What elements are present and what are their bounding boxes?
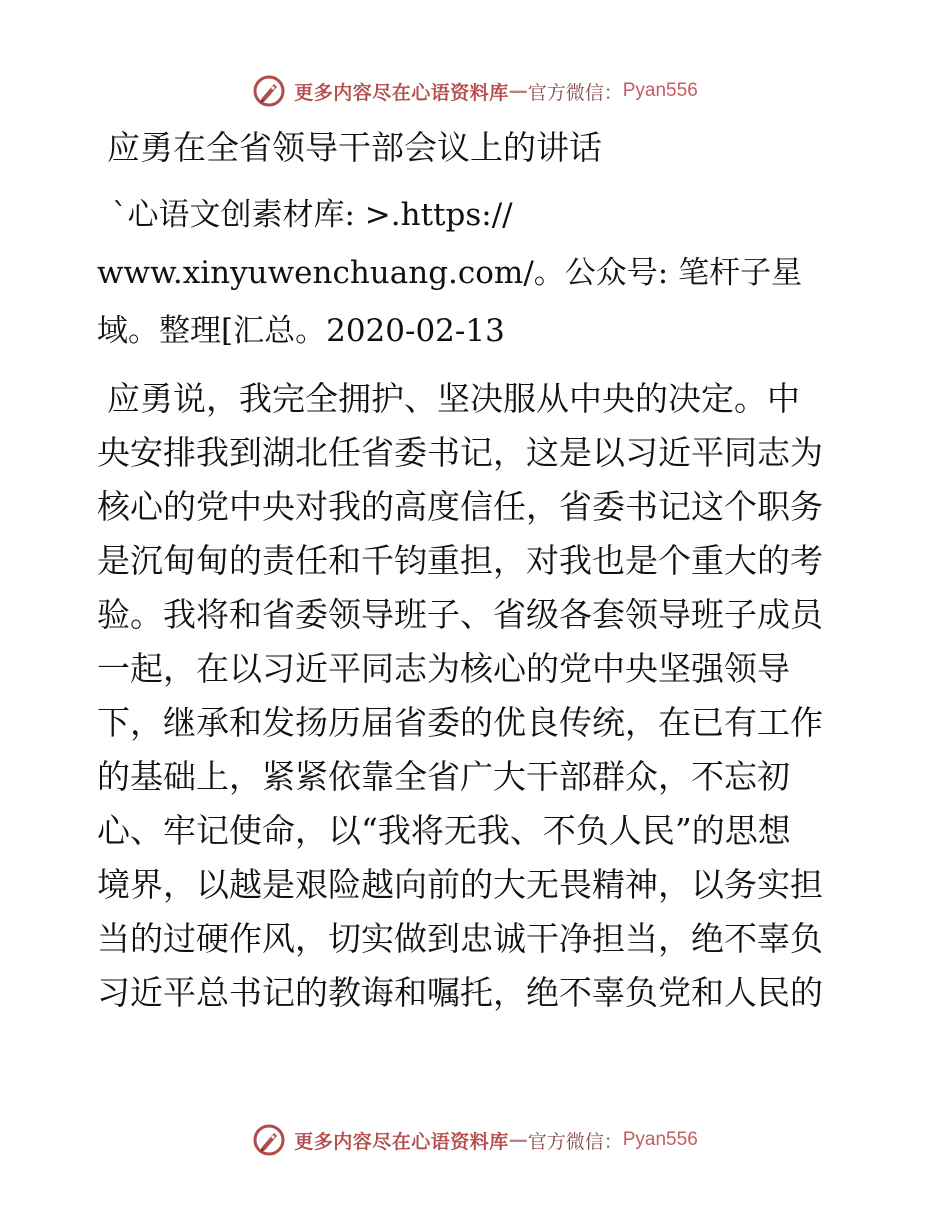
watermark-header bbox=[0, 71, 950, 111]
source-paragraph bbox=[97, 186, 857, 360]
source-line: 域。整理[汇总。2020-02-13 bbox=[97, 313, 505, 349]
source-line: `心语文创素材库: >.https:// bbox=[112, 197, 513, 233]
text-line: 的基础上，紧紧依靠全省广大干部群众，不忘初 bbox=[97, 757, 790, 796]
watermark-dash: — bbox=[508, 80, 528, 102]
watermark-dash: — bbox=[508, 1129, 528, 1151]
document-body bbox=[97, 120, 857, 1020]
text-line: 心、牢记使命，以“我将无我、不负人民”的思想 bbox=[97, 811, 791, 850]
pen-nib-logo-icon bbox=[252, 74, 286, 108]
watermark-id: Pyan556 bbox=[622, 80, 698, 101]
watermark-label: 官方微信： bbox=[527, 81, 623, 104]
watermark-footer bbox=[0, 1120, 950, 1160]
text-line: 央安排我到湖北任省委书记，这是以习近平同志为 bbox=[97, 433, 823, 472]
text-line: 下，继承和发扬历届省委的优良传统，在已有工作 bbox=[97, 703, 823, 742]
text-line: 当的过硬作风，切实做到忠诚干净担当，绝不辜负 bbox=[97, 919, 823, 958]
watermark-id: Pyan556 bbox=[622, 1129, 698, 1150]
document-title: 应勇在全省领导干部会议上的讲话 bbox=[107, 128, 602, 167]
text-line: 验。我将和省委领导班子、省级各套领导班子成员 bbox=[97, 595, 823, 634]
text-line: 一起，在以习近平同志为核心的党中央坚强领导 bbox=[97, 649, 790, 688]
source-line: www.xinyuwenchuang.com/。公众号: 笔杆子星 bbox=[97, 255, 803, 291]
watermark-label: 官方微信： bbox=[527, 1130, 623, 1153]
pen-nib-logo-icon bbox=[252, 1123, 286, 1157]
text-line: 核心的党中央对我的高度信任，省委书记这个职务 bbox=[97, 487, 823, 526]
text-line: 是沉甸甸的责任和千钧重担，对我也是个重大的考 bbox=[97, 541, 823, 580]
watermark-text-group bbox=[294, 78, 698, 105]
text-line: 应勇说，我完全拥护、坚决服从中央的决定。中 bbox=[107, 379, 800, 418]
text-line: 境界，以越是艰险越向前的大无畏精神，以务实担 bbox=[97, 865, 823, 904]
watermark-text: 更多内容尽在心语资料库 bbox=[294, 81, 509, 104]
watermark-text-group bbox=[294, 1127, 698, 1154]
watermark-text: 更多内容尽在心语资料库 bbox=[294, 1130, 509, 1153]
speech-paragraph bbox=[97, 372, 857, 1020]
text-line: 习近平总书记的教诲和嘱托，绝不辜负党和人民的 bbox=[97, 973, 823, 1012]
